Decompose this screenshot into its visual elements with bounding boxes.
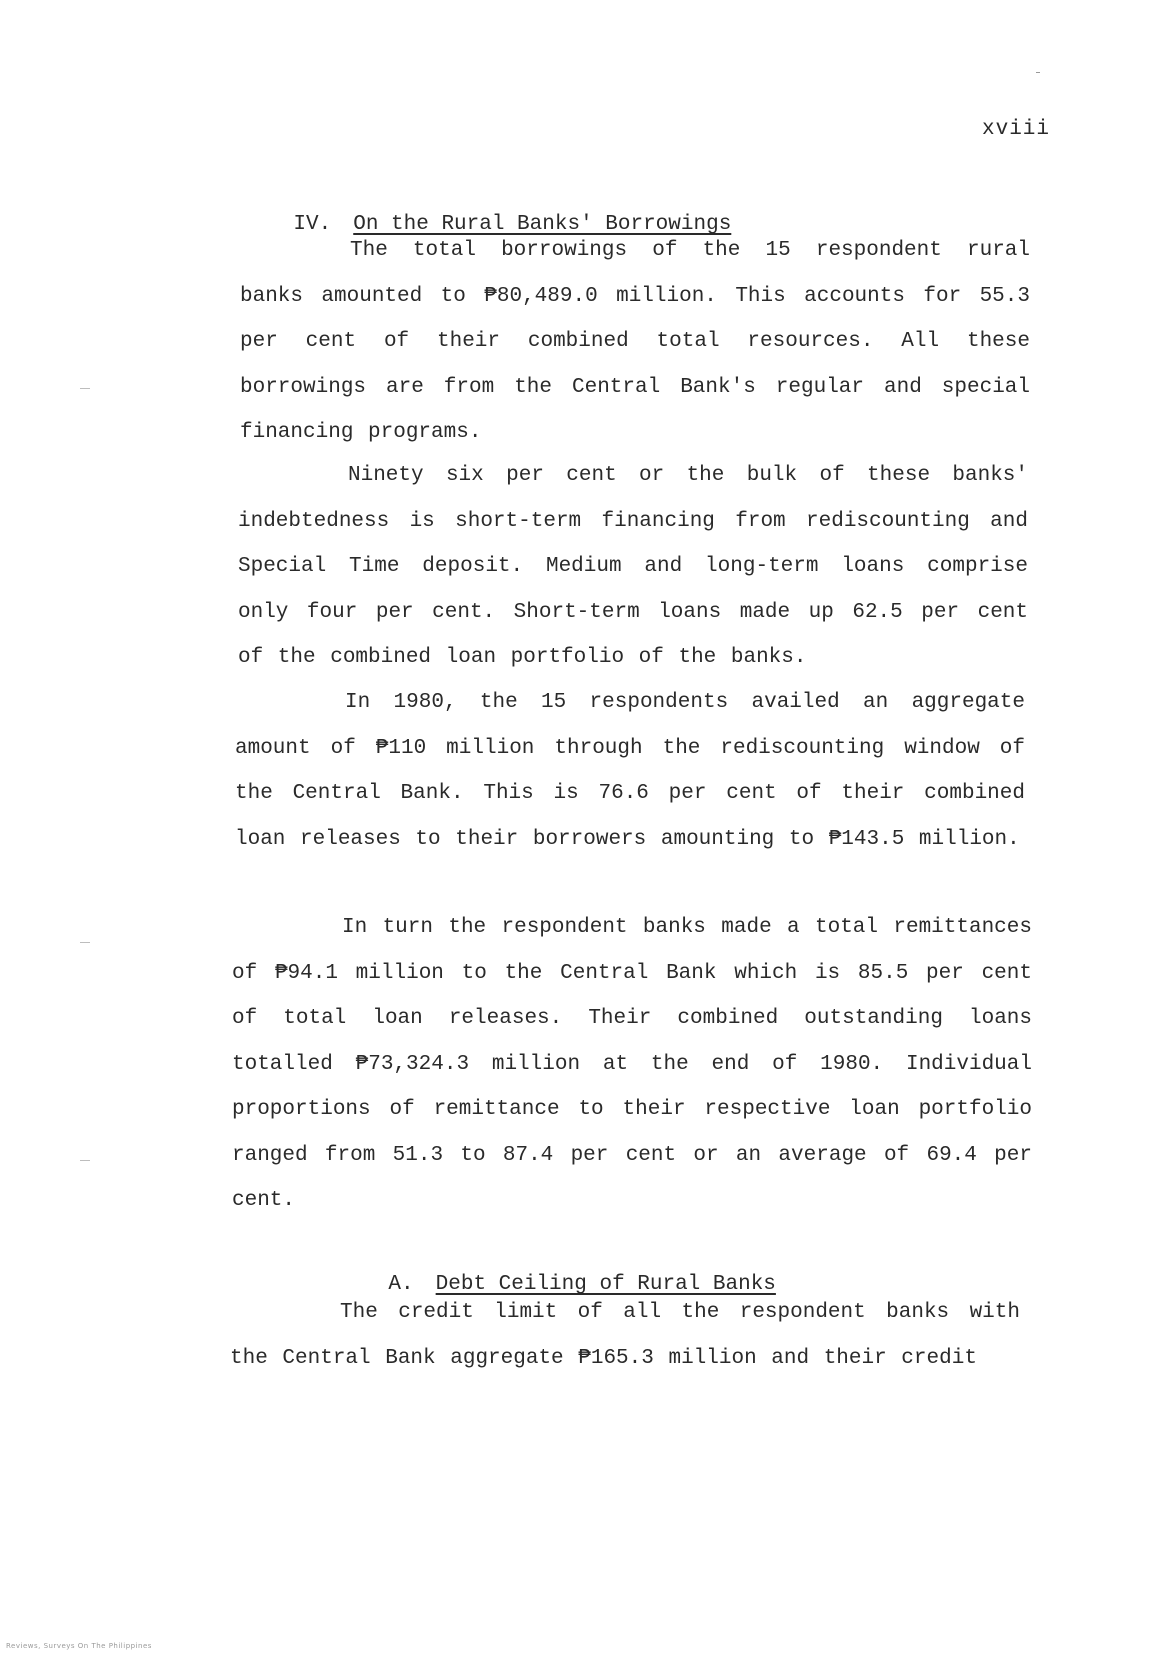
margin-mark xyxy=(80,1160,90,1161)
subsection-title: Debt Ceiling of Rural Banks xyxy=(435,1273,776,1296)
scan-footer: Reviews, Surveys On The Philippines xyxy=(6,1642,152,1650)
page-number: xviii xyxy=(981,118,1050,141)
paragraph-5 xyxy=(230,1290,1020,1381)
paragraph-3 xyxy=(235,680,1025,862)
paragraph-1-text: The total borrowings of the 15 respondent rural banks amounted to ₱80,489.0 million. This accounts for 55.3 per cent of their combined total resources. All these borrowings are from the Central Bank's regular and special financing programs. xyxy=(240,239,1030,444)
margin-mark xyxy=(80,388,90,389)
paragraph-4-text: In turn the respondent banks made a total remittances of ₱94.1 million to the Central Bank which is 85.5 per cent of total loan releases. Their combined outstanding loans totalled ₱73,324.3 million at the end of 1980. Individual proportions of remittance to their respective loan portfolio ranged from 51.3 to 87.4 per cent or an average of 69.4 per cent. xyxy=(232,916,1032,1212)
scan-mark xyxy=(1036,72,1040,73)
paragraph-4 xyxy=(232,905,1032,1224)
paragraph-2 xyxy=(238,453,1028,681)
section-number: IV. xyxy=(293,213,332,236)
paragraph-5-text: The credit limit of all the respondent banks with the Central Bank aggregate ₱165.3 million and their credit xyxy=(230,1301,1020,1370)
paragraph-1 xyxy=(240,228,1030,456)
paragraph-3-text: In 1980, the 15 respondents availed an aggregate amount of ₱110 million through the rediscounting window of the Central Bank. This is 76.6 per cent of their combined loan releases to their borrowers amounting to ₱143.5 million. xyxy=(235,691,1025,851)
paragraph-2-text: Ninety six per cent or the bulk of these banks' indebtedness is short-term financing from rediscounting and Special Time deposit. Medium and long-term loans comprise only four per cent. Short-term loans made up 62.5 per cent of the combined loan portfolio of the banks. xyxy=(238,464,1028,669)
section-title: On the Rural Banks' Borrowings xyxy=(353,213,732,236)
margin-mark xyxy=(80,942,90,943)
subsection-number: A. xyxy=(388,1273,414,1296)
